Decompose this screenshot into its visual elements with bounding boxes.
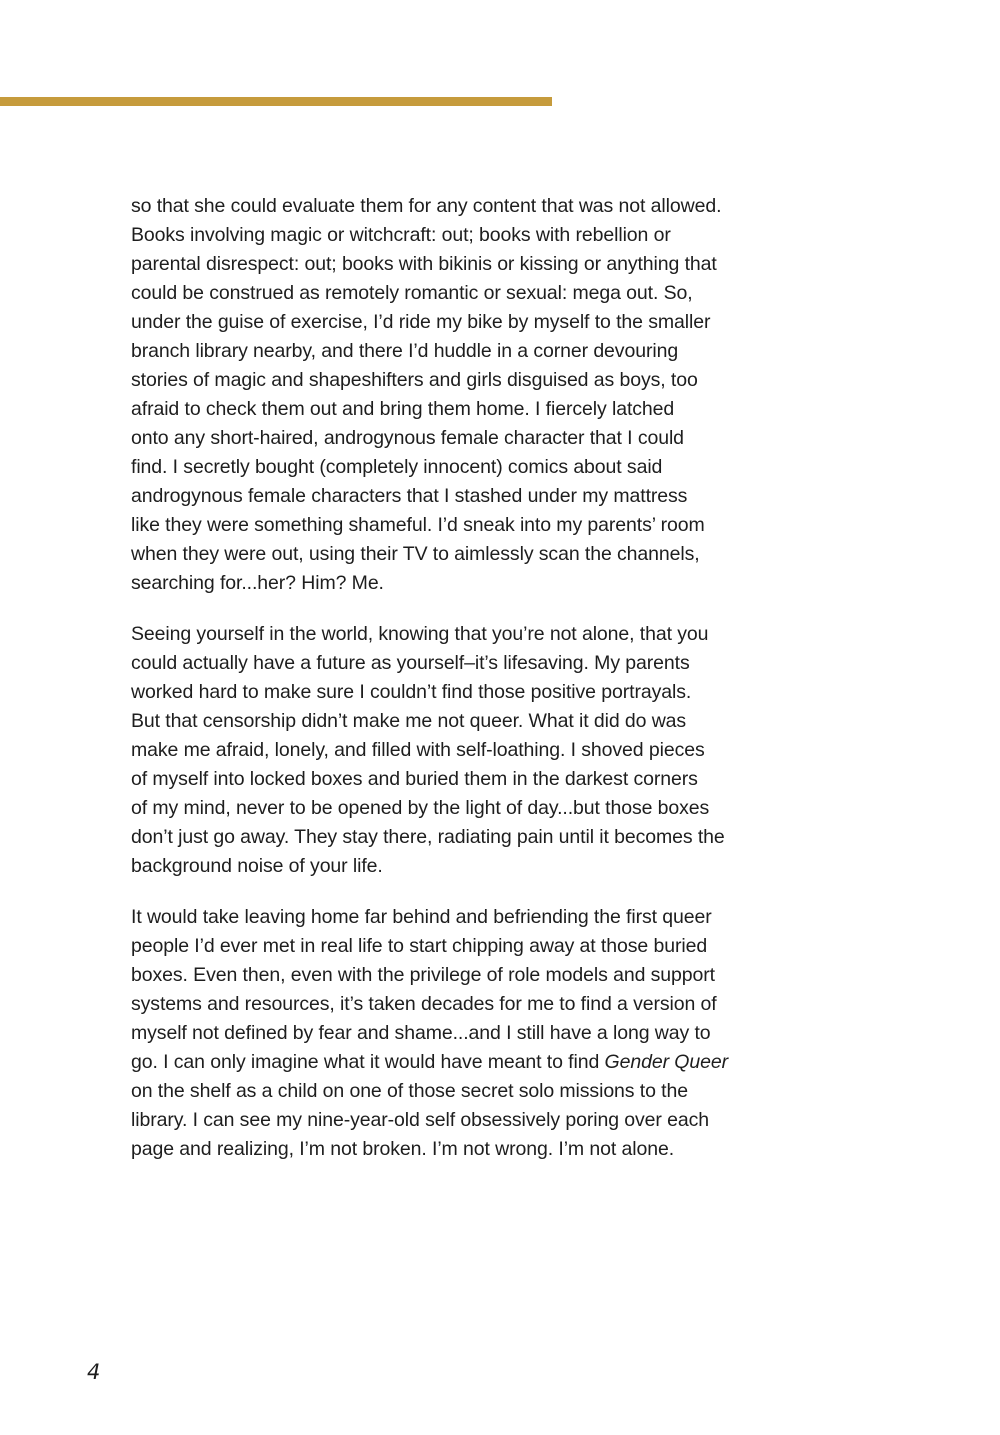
text-line [131,1077,791,1106]
text-line [131,395,791,424]
text-line [131,337,791,366]
text-line [131,424,791,453]
text-segment: when they were out, using their TV to aimlessly scan the channels, [131,543,700,565]
text-line [131,1048,791,1077]
text-line [131,569,791,598]
text-line [131,678,791,707]
text-segment: myself not defined by fear and shame...and I still have a long way to [131,1022,711,1044]
text-segment: But that censorship didn’t make me not queer. What it did do was [131,710,687,732]
text-line [131,620,791,649]
text-line [131,308,791,337]
text-segment: could be construed as remotely romantic or sexual: mega out. So, [131,282,693,304]
text-segment: Books involving magic or witchcraft: out; books with rebellion or [131,224,671,246]
text-line [131,707,791,736]
text-line [131,482,791,511]
text-segment: go. I can only imagine what it would have meant to find [131,1051,605,1073]
text-line [131,961,791,990]
text-segment: onto any short-haired, androgynous female character that I could [131,427,684,449]
text-line [131,453,791,482]
paragraph [131,903,791,1164]
text-segment: Seeing yourself in the world, knowing that you’re not alone, that you [131,623,709,645]
page-number: 4 [87,1360,101,1384]
text-segment: library. I can see my nine-year-old self obsessively poring over each [131,1109,710,1131]
text-line [131,366,791,395]
text-line [131,990,791,1019]
text-line [131,649,791,678]
text-line [131,1135,791,1164]
text-segment: systems and resources, it’s taken decades for me to find a version of [131,993,717,1015]
text-segment: boxes. Even then, even with the privilege of role models and support [131,964,715,986]
text-line [131,823,791,852]
text-line [131,736,791,765]
text-line [131,192,791,221]
text-segment: find. I secretly bought (completely innocent) comics about said [131,456,663,478]
text-line [131,279,791,308]
text-line [131,1106,791,1135]
text-segment: could actually have a future as yourself–it’s lifesaving. My parents [131,652,690,674]
text-line [131,903,791,932]
text-segment: like they were something shameful. I’d sneak into my parents’ room [131,514,705,536]
text-line [131,250,791,279]
book-title-italic: Gender Queer [604,1051,728,1073]
paragraph [131,620,791,881]
body-text [131,192,791,1186]
text-segment: don’t just go away. They stay there, radiating pain until it becomes the [131,826,725,848]
text-segment: afraid to check them out and bring them home. I fiercely latched [131,398,675,420]
text-segment: of my mind, never to be opened by the light of day...but those boxes [131,797,710,819]
text-segment: It would take leaving home far behind and befriending the first queer [131,906,712,928]
text-line [131,221,791,250]
text-line [131,932,791,961]
text-segment: on the shelf as a child on one of those secret solo missions to the [131,1080,688,1102]
text-segment: worked hard to make sure I couldn’t find those positive portrayals. [131,681,692,703]
text-segment: androgynous female characters that I stashed under my mattress [131,485,688,507]
text-line [131,765,791,794]
text-segment: so that she could evaluate them for any content that was not allowed. [131,195,722,217]
text-segment: searching for...her? Him? Me. [131,572,384,594]
text-line [131,1019,791,1048]
text-segment: page and realizing, I’m not broken. I’m not wrong. I’m not alone. [131,1138,675,1160]
text-segment: of myself into locked boxes and buried them in the darkest corners [131,768,698,790]
text-segment: stories of magic and shapeshifters and girls disguised as boys, too [131,369,698,391]
text-line [131,852,791,881]
text-line [131,511,791,540]
text-segment: background noise of your life. [131,855,383,877]
accent-bar [0,97,552,106]
text-segment: branch library nearby, and there I’d huddle in a corner devouring [131,340,679,362]
paragraph [131,192,791,598]
text-segment: parental disrespect: out; books with bikinis or kissing or anything that [131,253,717,275]
text-segment: make me afraid, lonely, and filled with self-loathing. I shoved pieces [131,739,705,761]
text-segment: people I’d ever met in real life to start chipping away at those buried [131,935,708,957]
text-segment: under the guise of exercise, I’d ride my bike by myself to the smaller [131,311,711,333]
text-line [131,794,791,823]
text-line [131,540,791,569]
